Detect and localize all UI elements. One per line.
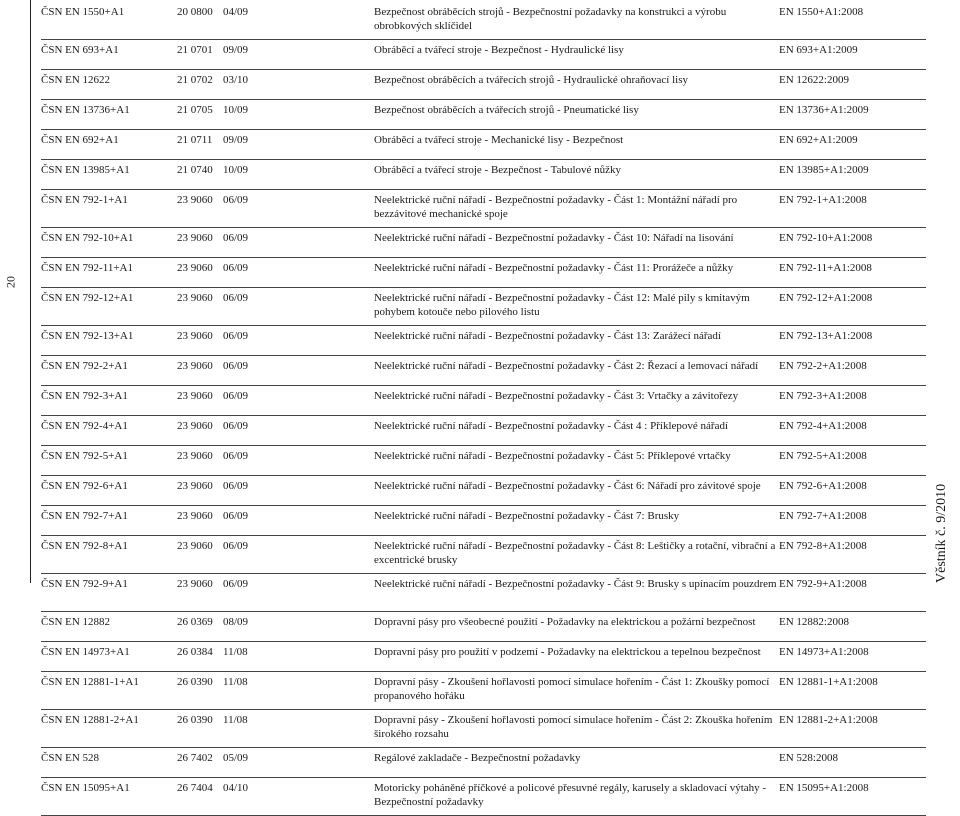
standard-code: ČSN EN 792-7+A1 [41,510,128,522]
table-row [41,386,926,416]
issue-date: 10/09 [223,164,249,176]
issue-date: 09/09 [223,134,249,146]
standard-code: ČSN EN 14973+A1 [41,646,130,658]
en-reference: EN 528:2008 [779,752,838,764]
en-reference: EN 1550+A1:2008 [779,6,864,18]
classification-code: 26 0390 [177,676,213,688]
classification-code: 23 9060 [177,194,213,206]
standard-code: ČSN EN 13736+A1 [41,104,130,116]
standard-code: ČSN EN 1550+A1 [41,6,125,18]
issue-date: 06/09 [223,510,249,522]
standard-code: ČSN EN 792-8+A1 [41,540,128,552]
en-reference: EN 13736+A1:2009 [779,104,869,116]
standard-title: Neelektrické ruční nářadí - Bezpečnostní požadavky - Část 2: Řezací a lemovací nářadí [374,360,759,372]
table-row [41,536,926,574]
en-reference: EN 792-10+A1:2008 [779,232,873,244]
standard-code: ČSN EN 792-9+A1 [41,578,128,590]
table-row [41,70,926,100]
standard-code: ČSN EN 12881-1+A1 [41,676,139,688]
standard-code: ČSN EN 792-2+A1 [41,360,128,372]
standard-code: ČSN EN 692+A1 [41,134,119,146]
standard-title: Dopravní pásy pro všeobecné použití - Požadavky na elektrickou a požární bezpečnost [374,616,756,628]
standard-code: ČSN EN 792-5+A1 [41,450,128,462]
standard-title: Neelektrické ruční nářadí - Bezpečnostní požadavky - Část 13: Zarážecí nářadí [374,330,721,342]
table-row [41,288,926,326]
standard-title: Neelektrické ruční nářadí - Bezpečnostní požadavky - Část 12: Malé pily s kmitavým pohybem kotouče nebo pilového listu [374,292,750,318]
standard-title: Obráběcí a tvářecí stroje - Bezpečnost - Hydraulické lisy [374,44,624,56]
en-reference: EN 792-4+A1:2008 [779,420,867,432]
issue-date: 05/09 [223,752,249,764]
issue-date: 06/09 [223,420,249,432]
classification-code: 26 0390 [177,714,213,726]
en-reference: EN 792-5+A1:2008 [779,450,867,462]
standard-code: ČSN EN 792-3+A1 [41,390,128,402]
table-row [41,2,926,40]
en-reference: EN 12881-1+A1:2008 [779,676,878,688]
standard-title: Neelektrické ruční nářadí - Bezpečnostní požadavky - Část 9: Brusky s upínacím pouzdrem [374,578,777,590]
classification-code: 23 9060 [177,390,213,402]
en-reference: EN 792-2+A1:2008 [779,360,867,372]
classification-code: 23 9060 [177,450,213,462]
standard-code: ČSN EN 12881-2+A1 [41,714,139,726]
classification-code: 23 9060 [177,540,213,552]
issue-date: 08/09 [223,616,249,628]
standard-title: Neelektrické ruční nářadí - Bezpečnostní požadavky - Část 6: Nářadí pro závitové spoje [374,480,761,492]
standard-title: Bezpečnost obráběcích strojů - Bezpečnostní požadavky na konstrukci a výrobu obrobkových sklíčidel [374,6,727,32]
table-row [41,130,926,160]
table-row [41,672,926,710]
table-row [41,160,926,190]
classification-code: 23 9060 [177,578,213,590]
standard-title: Neelektrické ruční nářadí - Bezpečnostní požadavky - Část 3: Vrtačky a závitořezy [374,390,739,402]
standard-code: ČSN EN 12622 [41,74,111,86]
issue-date: 06/09 [223,330,249,342]
standard-code: ČSN EN 13985+A1 [41,164,130,176]
classification-code: 23 9060 [177,420,213,432]
standard-code: ČSN EN 12882 [41,616,111,628]
issue-date: 06/09 [223,578,249,590]
standard-title: Bezpečnost obráběcích a tvářecích strojů - Hydraulické ohraňovací lisy [374,74,688,86]
table-row [41,612,926,642]
issue-date: 06/09 [223,540,249,552]
en-reference: EN 792-7+A1:2008 [779,510,867,522]
journal-issue: Věstník č. 9/2010 [934,483,949,583]
issue-date: 06/09 [223,292,249,304]
standard-title: Neelektrické ruční nářadí - Bezpečnostní požadavky - Část 8: Leštičky a rotační, vibrační a excentrické brusky [374,540,776,566]
table-row [41,574,926,612]
classification-code: 21 0705 [177,104,213,116]
en-reference: EN 15095+A1:2008 [779,782,869,794]
standards-table [41,2,926,816]
table-row [41,506,926,536]
en-reference: EN 12882:2008 [779,616,849,628]
standard-code: ČSN EN 792-13+A1 [41,330,134,342]
issue-date: 11/08 [223,646,248,658]
page-number: 20 [3,276,18,288]
issue-date: 06/09 [223,390,249,402]
table-row [41,778,926,816]
en-reference: EN 693+A1:2009 [779,44,858,56]
en-reference: EN 13985+A1:2009 [779,164,869,176]
en-reference: EN 12881-2+A1:2008 [779,714,878,726]
classification-code: 21 0701 [177,44,213,56]
en-reference: EN 692+A1:2009 [779,134,858,146]
standard-code: ČSN EN 528 [41,752,100,764]
issue-date: 06/09 [223,194,249,206]
table-row [41,40,926,70]
table-row [41,642,926,672]
table-row [41,356,926,386]
table-row [41,710,926,748]
standard-title: Neelektrické ruční nářadí - Bezpečnostní požadavky - Část 4 : Příklepové nářadí [374,420,729,432]
table-row [41,748,926,778]
issue-date: 11/08 [223,676,248,688]
issue-date: 06/09 [223,450,249,462]
en-reference: EN 12622:2009 [779,74,849,86]
issue-date: 06/09 [223,232,249,244]
table-row [41,476,926,506]
table-row [41,258,926,288]
standard-title: Neelektrické ruční nářadí - Bezpečnostní požadavky - Část 7: Brusky [374,510,680,522]
standard-title: Neelektrické ruční nářadí - Bezpečnostní požadavky - Část 11: Prorážeče a nůžky [374,262,734,274]
issue-date: 09/09 [223,44,249,56]
standard-code: ČSN EN 792-12+A1 [41,292,134,304]
issue-date: 11/08 [223,714,248,726]
standard-code: ČSN EN 792-11+A1 [41,262,133,274]
classification-code: 23 9060 [177,232,213,244]
standard-code: ČSN EN 693+A1 [41,44,119,56]
standard-code: ČSN EN 792-6+A1 [41,480,128,492]
standard-title: Motoricky poháněné příčkové a policové přesuvné regály, karusely a skladovací výtahy - Bezpečnostní požadavky [374,782,767,808]
issue-date: 06/09 [223,262,249,274]
classification-code: 21 0740 [177,164,213,176]
en-reference: EN 792-9+A1:2008 [779,578,867,590]
standard-code: ČSN EN 792-4+A1 [41,420,128,432]
table-row [41,326,926,356]
table-row [41,446,926,476]
standard-title: Obráběcí a tvářecí stroje - Bezpečnost - Tabulové nůžky [374,164,622,176]
standard-code: ČSN EN 15095+A1 [41,782,130,794]
classification-code: 23 9060 [177,360,213,372]
classification-code: 23 9060 [177,510,213,522]
classification-code: 26 7404 [177,782,213,794]
table-row [41,416,926,446]
standard-title: Bezpečnost obráběcích a tvářecích strojů - Pneumatické lisy [374,104,639,116]
standard-title: Neelektrické ruční nářadí - Bezpečnostní požadavky - Část 5: Příklepové vrtačky [374,450,731,462]
en-reference: EN 792-8+A1:2008 [779,540,867,552]
issue-date: 06/09 [223,480,249,492]
en-reference: EN 14973+A1:2008 [779,646,869,658]
classification-code: 20 0800 [177,6,213,18]
table-row [41,190,926,228]
table-row [41,100,926,130]
issue-date: 10/09 [223,104,249,116]
classification-code: 21 0711 [177,134,213,146]
standard-title: Neelektrické ruční nářadí - Bezpečnostní požadavky - Část 10: Nářadí na lisování [374,232,734,244]
standard-code: ČSN EN 792-1+A1 [41,194,128,206]
standard-title: Obráběcí a tvářecí stroje - Mechanické lisy - Bezpečnost [374,134,624,146]
issue-date: 04/10 [223,782,249,794]
standard-title: Regálové zakladače - Bezpečnostní požadavky [374,752,581,764]
standard-code: ČSN EN 792-10+A1 [41,232,134,244]
classification-code: 26 0369 [177,616,213,628]
classification-code: 26 7402 [177,752,213,764]
issue-date: 04/09 [223,6,249,18]
classification-code: 23 9060 [177,292,213,304]
standard-title: Dopravní pásy - Zkoušení hořlavosti pomocí simulace hořením - Část 1: Zkoušky pomocí propanového hořáku [374,676,770,702]
classification-code: 23 9060 [177,262,213,274]
standard-title: Dopravní pásy - Zkoušení hořlavosti pomocí simulace hořením - Část 2: Zkouška hořením širokého rozsahu [374,714,773,740]
table-row [41,228,926,258]
issue-date: 06/09 [223,360,249,372]
standard-title: Dopravní pásy pro použití v podzemí - Požadavky na elektrickou a tepelnou bezpečnost [374,646,761,658]
en-reference: EN 792-3+A1:2008 [779,390,867,402]
en-reference: EN 792-12+A1:2008 [779,292,873,304]
en-reference: EN 792-1+A1:2008 [779,194,867,206]
en-reference: EN 792-11+A1:2008 [779,262,872,274]
page-margin-rule [30,0,31,583]
classification-code: 23 9060 [177,330,213,342]
classification-code: 26 0384 [177,646,213,658]
classification-code: 23 9060 [177,480,213,492]
standard-title: Neelektrické ruční nářadí - Bezpečnostní požadavky - Část 1: Montážní nářadí pro bezzávitové mechanické spoje [374,194,738,220]
en-reference: EN 792-6+A1:2008 [779,480,867,492]
issue-date: 03/10 [223,74,249,86]
en-reference: EN 792-13+A1:2008 [779,330,873,342]
classification-code: 21 0702 [177,74,213,86]
